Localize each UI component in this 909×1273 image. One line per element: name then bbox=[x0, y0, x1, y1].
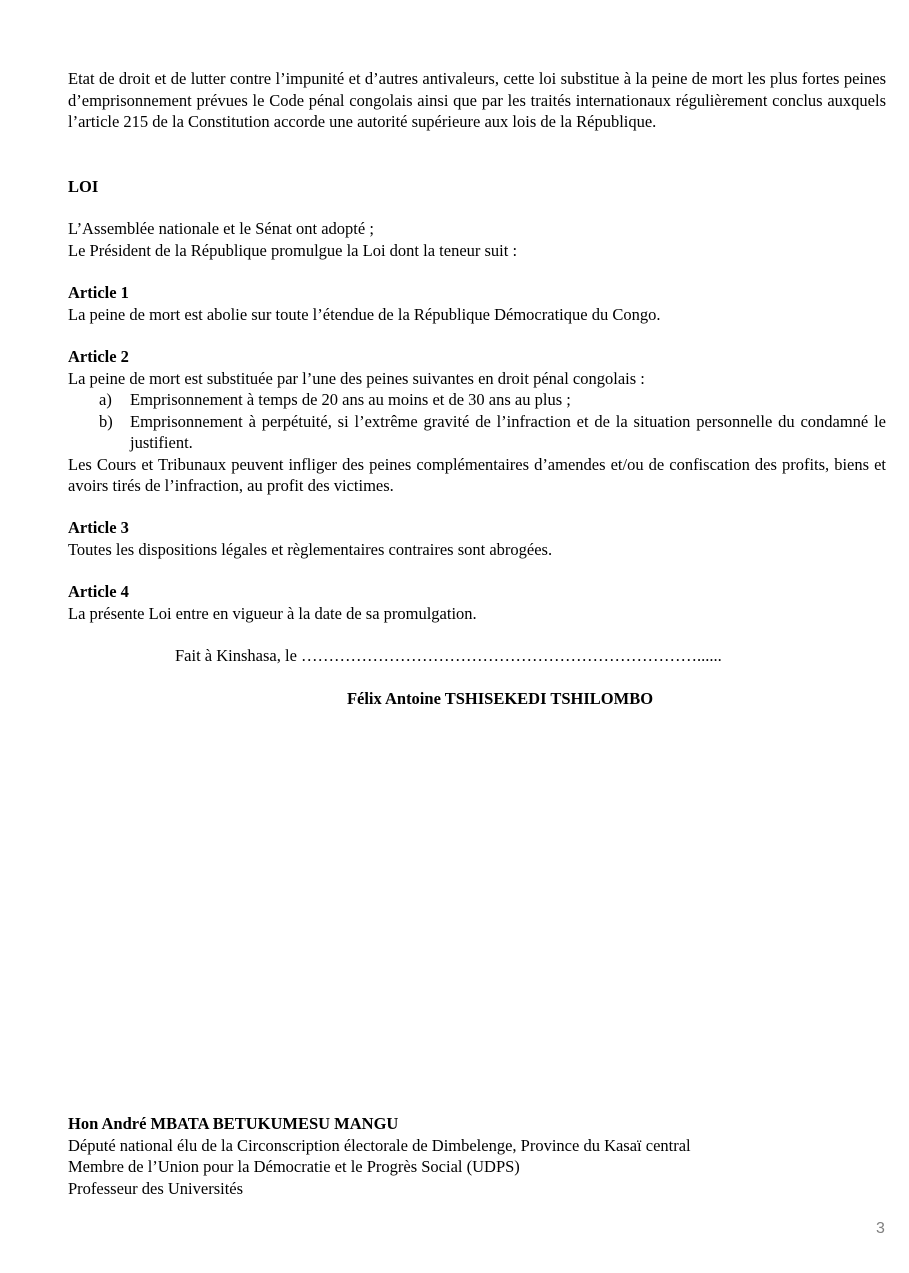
article-4-title: Article 4 bbox=[68, 582, 129, 601]
intro-paragraph: Etat de droit et de lutter contre l’impunité et d’autres antivaleurs, cette loi substitue à la peine de mort les plus fortes peines d’emprisonnement prévues le Code pénal congolais ainsi que par les traités internationaux régulièrement conclus auxquels l’article 215 de la Constitution accorde une autorité supérieure aux lois de la République. bbox=[68, 69, 886, 131]
list-marker: a) bbox=[99, 390, 112, 409]
article-2-closing: Les Cours et Tribunaux peuvent infliger des peines complémentaires d’amendes et/ou de confiscation des profits, biens et avoirs tirés de l’infraction, au profit des victimes. bbox=[68, 454, 886, 495]
author-line-1: Député national élu de la Circonscription électorale de Dimbelenge, Province du Kasaï central bbox=[68, 1135, 691, 1155]
list-item bbox=[68, 411, 886, 454]
signatory-name: Félix Antoine TSHISEKEDI TSHILOMBO bbox=[346, 689, 654, 708]
article-3 bbox=[68, 517, 886, 560]
loi-heading: LOI bbox=[68, 177, 99, 196]
enactment-formula bbox=[68, 218, 886, 261]
article-3-title: Article 3 bbox=[68, 518, 129, 537]
author-line-3: Professeur des Universités bbox=[68, 1178, 244, 1198]
list-item-text: Emprisonnement à temps de 20 ans au moins et de 30 ans au plus ; bbox=[130, 390, 571, 409]
place-date-line: Fait à Kinshasa, le ………………………………………………………………...... bbox=[175, 646, 722, 665]
article-4-text: La présente Loi entre en vigueur à la date de sa promulgation. bbox=[68, 603, 477, 623]
author-line-2: Membre de l’Union pour la Démocratie et le Progrès Social (UDPS) bbox=[68, 1157, 520, 1176]
list-marker: b) bbox=[99, 411, 113, 431]
page-number: 3 bbox=[876, 1220, 885, 1237]
article-1-title: Article 1 bbox=[68, 283, 129, 302]
article-1-text: La peine de mort est abolie sur toute l’étendue de la République Démocratique du Congo. bbox=[68, 304, 661, 324]
article-2-title: Article 2 bbox=[68, 347, 129, 366]
signatory-block bbox=[68, 688, 886, 710]
enactment-line-2: Le Président de la République promulgue la Loi dont la teneur suit : bbox=[68, 240, 518, 260]
article-2-text: La peine de mort est substituée par l’une des peines suivantes en droit pénal congolais : bbox=[68, 368, 645, 388]
list-item bbox=[68, 389, 886, 411]
article-1 bbox=[68, 282, 886, 325]
author-name: Hon André MBATA BETUKUMESU MANGU bbox=[68, 1114, 399, 1133]
enactment-line-1: L’Assemblée nationale et le Sénat ont adopté ; bbox=[68, 219, 374, 238]
article-2 bbox=[68, 346, 886, 497]
list-item-text: Emprisonnement à perpétuité, si l’extrême gravité de l’infraction et de la situation personnelle du condamné le justifient. bbox=[130, 411, 886, 452]
article-3-text: Toutes les dispositions légales et règlementaires contraires sont abrogées. bbox=[68, 539, 553, 559]
author-block bbox=[68, 1113, 886, 1199]
article-4 bbox=[68, 581, 886, 624]
